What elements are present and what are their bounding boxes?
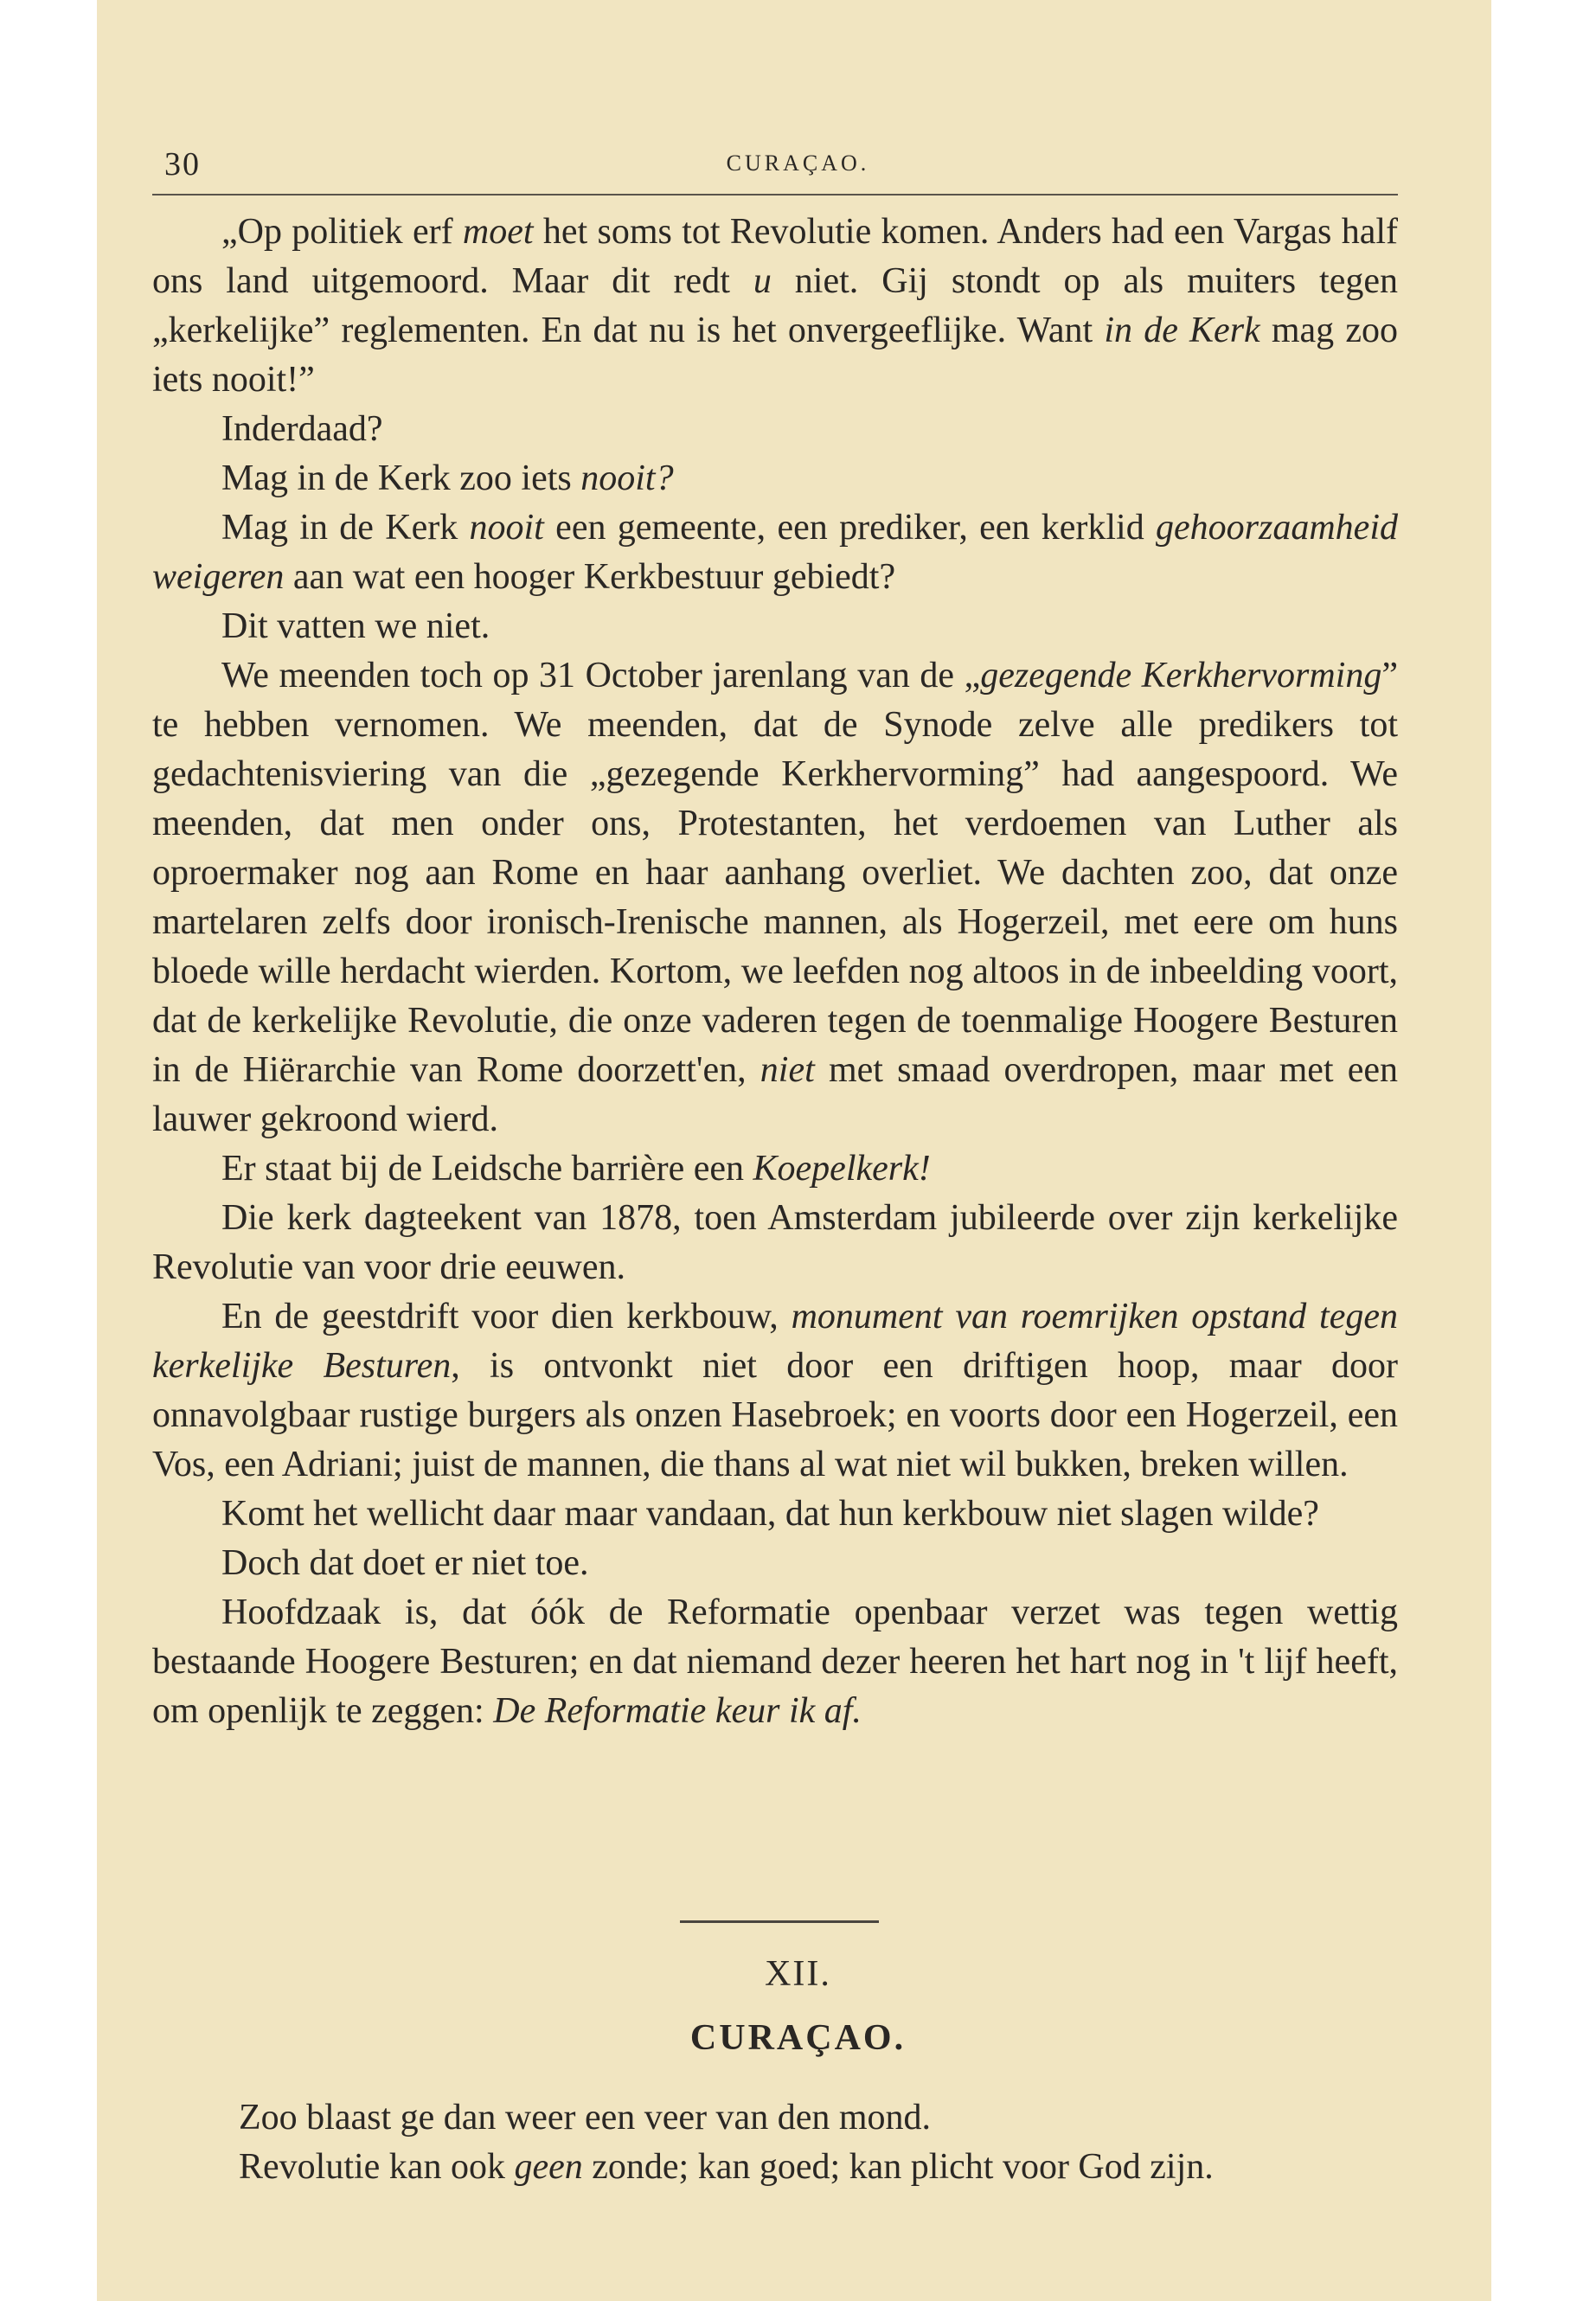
italic-text: monument van roemrijken opstand tegen kerkelijke Besturen — [152, 1297, 1398, 1386]
text-run: Er staat bij de Leidsche barrière een — [221, 1149, 753, 1189]
section-body-text — [152, 2093, 1398, 2192]
italic-text: Koepelkerk! — [753, 1149, 931, 1189]
paragraph — [152, 208, 1398, 405]
text-run: ” te hebben vernomen. We meenden, dat de Synode zelve alle predikers tot gedachtenisviering van die „gezegende Kerkhervorming” had aangespoord. We meenden, dat men onder ons, Protestanten, het verdoemen van Luther als oproermaker nog aan Rome en haar aanhang overliet. We dachten zoo, dat onze martelaren zelfs door ironisch-Irenische mannen, als Hogerzeil, met eere om huns bloede wille herdacht wierden. Kortom, we leefden nog altoos in de inbeelding voort, dat de kerkelijke Revolutie, die onze vaderen tegen de toenmalige Hoogere Besturen in de Hiërarchie van Rome doorzett'en, — [152, 656, 1398, 1090]
italic-text: gezegende Kerkhervorming — [980, 656, 1382, 695]
text-run: Mag in de Kerk zoo iets — [221, 458, 581, 498]
paragraph — [152, 1292, 1398, 1490]
italic-text: gehoorzaamheid weigeren — [152, 508, 1398, 597]
text-run: mag zoo iets nooit!” — [152, 311, 1399, 400]
paragraph — [152, 1539, 1398, 1588]
text-run: Zoo blaast ge dan weer een veer van den mond. — [239, 2098, 932, 2138]
paragraph — [152, 2143, 1398, 2192]
paragraph — [152, 1588, 1398, 1736]
italic-text: u — [753, 261, 772, 301]
page-number: 30 — [164, 146, 201, 183]
text-run: „Op politiek erf — [221, 212, 463, 252]
paragraph — [152, 651, 1398, 1144]
text-run: Hoofdzaak is, dat óók de Reformatie openbaar verzet was tegen wettig bestaande Hoogere Besturen; en dat niemand dezer heeren het hart nog in 't lijf heeft, om openlijk te zeggen: — [152, 1593, 1398, 1731]
text-run: Doch dat doet er niet toe. — [221, 1543, 589, 1583]
text-run: het soms tot Revolutie komen. Anders had een Vargas half ons land uitgemoord. Maar dit redt — [152, 212, 1398, 301]
italic-text: De Reformatie keur ik af. — [493, 1691, 862, 1731]
section-number: XII. — [765, 1954, 831, 1994]
paragraph — [152, 405, 1398, 454]
text-run: , is ontvonkt niet door een driftigen hoop, maar door onnavolgbaar rustige burgers als onzen Hasebroek; en voorts door een Hogerzeil, een Vos, een Adriani; juist de mannen, die thans al wat niet wil bukken, breken willen. — [152, 1346, 1398, 1484]
paragraph — [152, 1144, 1398, 1194]
paragraph — [152, 454, 1398, 503]
header-rule — [152, 194, 1398, 195]
text-run: En de geestdrift voor dien kerkbouw, — [221, 1297, 792, 1336]
italic-text: in de Kerk — [1104, 311, 1260, 350]
paragraph — [152, 503, 1398, 602]
text-run: een gemeente, een prediker, een kerklid — [543, 508, 1157, 548]
paragraph — [152, 1490, 1398, 1539]
text-run: niet. Gij stondt op als muiters tegen „kerkelijke” reglementen. En dat nu is het onvergeeflijke. Want — [152, 261, 1398, 350]
running-head: CURAÇAO. — [726, 151, 870, 176]
body-text — [152, 208, 1398, 1736]
section-title: CURAÇAO. — [689, 2018, 907, 2058]
text-run: We meenden toch op 31 October jarenlang van de „ — [221, 656, 981, 695]
section-divider — [680, 1920, 879, 1923]
paragraph — [152, 602, 1398, 651]
italic-text: geen — [514, 2147, 583, 2187]
text-run: Mag in de Kerk — [221, 508, 470, 548]
text-run: aan wat een hooger Kerkbestuur gebiedt? — [284, 557, 896, 597]
text-run: Inderdaad? — [221, 409, 383, 449]
text-run: Dit vatten we niet. — [221, 606, 490, 646]
paragraph — [152, 1194, 1398, 1292]
italic-text: nooit? — [580, 458, 674, 498]
text-run: met smaad overdropen, maar met een lauwer gekroond wierd. — [152, 1050, 1398, 1139]
italic-text: niet — [760, 1050, 815, 1090]
text-run: Komt het wellicht daar maar vandaan, dat hun kerkbouw niet slagen wilde? — [221, 1494, 1319, 1534]
italic-text: nooit — [469, 508, 544, 548]
text-run: zonde; kan goed; kan plicht voor God zijn. — [582, 2147, 1214, 2187]
text-run: Revolutie kan ook — [239, 2147, 515, 2187]
paragraph — [152, 2093, 1398, 2143]
text-run: Die kerk dagteekent van 1878, toen Amsterdam jubileerde over zijn kerkelijke Revolutie van voor drie eeuwen. — [152, 1198, 1398, 1287]
italic-text: moet — [462, 212, 534, 252]
